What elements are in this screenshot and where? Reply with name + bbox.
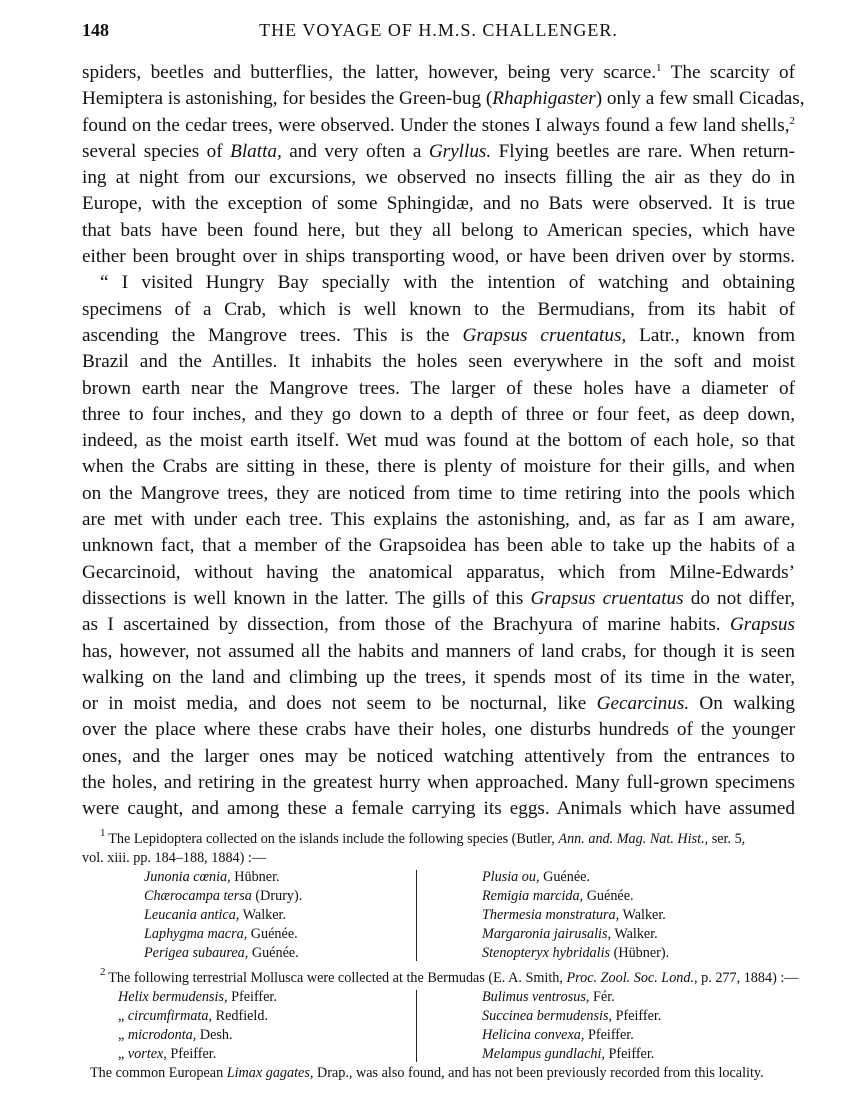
text-run: the holes, and retiring in the greatest hurry when approached. Many full-grown specimens <box>82 772 795 794</box>
text-run: either been brought over in ships transporting wood, or have been driven over by storms. <box>82 246 795 268</box>
column-divider <box>416 990 417 1062</box>
species-entry <box>144 887 302 906</box>
text-run: over the place where these crabs have their holes, one disturbs hundreds of the younger <box>82 719 795 741</box>
text-run: dissections is well known in the latter. The gills of this <box>82 587 531 609</box>
text-run: Pfeiffer. <box>604 1046 655 1062</box>
footnote-intro <box>82 827 795 849</box>
text-run: „ <box>118 1046 128 1062</box>
text-line <box>82 376 795 402</box>
text-run: Pfeiffer. <box>166 1046 217 1062</box>
footnote-ref: 2 <box>100 966 109 978</box>
text-run: Proc. Zool. Soc. Lond., <box>566 970 698 986</box>
text-run: Walker. <box>239 907 287 923</box>
text-line <box>82 533 795 559</box>
text-run: The common European <box>90 1065 227 1081</box>
text-run: several species of <box>82 140 231 162</box>
text-line <box>82 481 795 507</box>
species-entry <box>144 944 302 963</box>
text-line <box>82 349 795 375</box>
text-run: Brazil and the Antilles. It inhabits the holes seen everywhere in the soft and moist <box>82 351 795 373</box>
text-run: The scarcity of <box>661 62 795 83</box>
species-entry <box>482 887 669 906</box>
text-run: Guénée. <box>248 945 299 961</box>
text-run: (Drury). <box>251 888 303 904</box>
species-column-left <box>144 868 302 963</box>
text-line <box>82 323 795 349</box>
text-line <box>82 139 795 165</box>
text-run: Flying beetles are rare. When return- <box>491 140 795 162</box>
text-run: Helix bermudensis, <box>118 989 228 1005</box>
footnote-ref: 1 <box>656 62 662 74</box>
text-run: Remigia marcida, <box>482 888 584 904</box>
text-run: microdonta, <box>127 1027 197 1043</box>
footnote-intro-cont: vol. xiii. pp. 184–188, 1884) :— <box>82 850 267 866</box>
text-run: and very often a <box>281 140 429 162</box>
body-text <box>82 60 805 823</box>
text-run: „ <box>118 1008 128 1024</box>
text-run: Melampus gundlachi, <box>482 1046 605 1062</box>
text-run: Drap., was also found, and has not been previously recorded from this locality. <box>313 1065 764 1081</box>
species-entry <box>118 988 277 1007</box>
text-run: Walker. <box>619 907 666 923</box>
text-run: Guénée. <box>583 888 634 904</box>
species-entry <box>118 1026 277 1045</box>
text-line <box>82 244 795 270</box>
text-line <box>82 218 795 244</box>
species-column-right <box>482 868 669 963</box>
text-run: Blatta, <box>230 140 282 162</box>
species-entry <box>482 1007 661 1026</box>
text-line <box>82 191 795 217</box>
species-entry <box>482 906 669 925</box>
text-run: ing at night from our excursions, we observed no insects filling the air as they do in <box>82 167 795 189</box>
text-run: (Hübner). <box>610 945 670 961</box>
text-line <box>82 586 795 612</box>
text-run: were caught, and among these a female carrying its eggs. Animals which have assumed <box>82 798 795 820</box>
text-line <box>82 297 795 323</box>
text-run: spiders, beetles and butterflies, the latter, however, being very scarce. <box>82 62 657 83</box>
text-run: p. 277, 1884) :— <box>697 970 799 986</box>
text-run: Junonia cœnia, <box>144 869 231 885</box>
text-run: that bats have been found here, but they all belong to American species, which have <box>82 219 795 241</box>
text-run: Redfield. <box>212 1008 269 1024</box>
text-run: Gecarcinus. <box>596 693 690 715</box>
text-run: ser. 5, <box>708 831 746 847</box>
text-run: Fér. <box>589 989 615 1005</box>
footnote-closing <box>82 1064 795 1083</box>
species-entry <box>482 1045 661 1064</box>
text-run: Margaronia jairusalis, <box>482 926 612 942</box>
species-column-left <box>118 988 277 1064</box>
text-run: Chærocampa tersa <box>144 888 252 904</box>
text-run: three to four inches, and they go down to a depth of three or four feet, as deep down, <box>82 403 795 425</box>
text-run: On walking <box>689 693 795 715</box>
text-run: Stenopteryx hybridalis <box>482 945 611 961</box>
text-line <box>82 86 805 112</box>
text-line <box>82 113 795 139</box>
text-run: Gryllus. <box>428 140 492 162</box>
text-run: Hemiptera is astonishing, for besides the Green-bug ( <box>82 88 493 110</box>
species-column-right <box>482 988 661 1064</box>
text-run: Plusia ou, <box>482 869 540 885</box>
text-line <box>82 770 795 796</box>
text-run: The Lepidoptera collected on the islands include the following species (Butler, <box>108 831 559 847</box>
text-run: specimens of a Crab, which is well known to the Bermudians, from its habit of <box>82 298 795 320</box>
text-run: Guénée. <box>247 926 298 942</box>
text-run: Grapsus cruentatus, <box>462 324 627 346</box>
text-line <box>82 560 795 586</box>
text-run: Hübner. <box>230 869 280 885</box>
species-entry <box>482 925 669 944</box>
text-line <box>82 454 795 480</box>
text-run: as I ascertained by dissection, from those of the Brachyura of marine habits. <box>82 614 730 636</box>
text-run: Limax gagates, <box>226 1065 314 1081</box>
text-line <box>82 691 795 717</box>
text-line <box>82 744 795 770</box>
species-entry <box>482 944 669 963</box>
text-run: Grapsus cruentatus <box>530 587 684 609</box>
text-run: Bulimus ventrosus, <box>482 989 590 1005</box>
text-run: Europe, with the exception of some Sphingidæ, and no Bats were observed. It is true <box>82 193 795 215</box>
text-run: are met with under each tree. This explains the astonishing, and, as far as I am aware, <box>82 509 795 531</box>
text-line <box>82 270 795 296</box>
text-run: Desh. <box>196 1027 233 1043</box>
footnote-intro <box>82 966 799 988</box>
text-run: “ I visited Hungry Bay specially with the intention of watching and obtaining <box>100 272 795 294</box>
text-line <box>82 612 795 638</box>
text-run: Latr., known from <box>626 324 796 346</box>
text-run: The following terrestrial Mollusca were collected at the Bermudas (E. A. Smith, <box>108 970 567 986</box>
text-line <box>82 60 795 86</box>
text-line <box>82 665 795 691</box>
text-run: Pfeiffer. <box>227 989 277 1005</box>
text-run: ones, and the larger ones may be noticed watching attentively from the entrances to <box>82 745 795 767</box>
running-title: THE VOYAGE OF H.M.S. CHALLENGER. <box>259 20 618 40</box>
text-run: Succinea bermudensis, <box>482 1008 613 1024</box>
column-divider <box>416 870 417 961</box>
text-run: has, however, not assumed all the habits and manners of land crabs, for though it is seen <box>82 640 795 662</box>
text-line <box>82 402 795 428</box>
text-run: Laphygma macra, <box>144 926 248 942</box>
text-run: ) only a few small Cicadas, <box>595 88 805 110</box>
footnote-2 <box>82 966 799 1083</box>
species-entry <box>144 925 302 944</box>
text-line <box>82 428 795 454</box>
text-run: Helicina convexa, <box>482 1027 585 1043</box>
text-run: Pfeiffer. <box>612 1008 662 1024</box>
text-run: brown earth near the Mangrove trees. The larger of these holes have a diameter of <box>82 377 795 399</box>
text-line <box>82 717 795 743</box>
text-run: „ <box>118 1027 128 1043</box>
text-line <box>82 507 795 533</box>
text-run: vortex, <box>127 1046 167 1062</box>
species-list <box>82 868 795 963</box>
text-run: or in moist media, and does not seem to be nocturnal, like <box>82 693 597 715</box>
text-run: Rhaphigaster <box>492 88 596 110</box>
text-run: Pfeiffer. <box>584 1027 634 1043</box>
text-run: found on the cedar trees, were observed. Under the stones I always found a few land shells, <box>82 114 790 136</box>
running-header <box>82 20 795 46</box>
footnote-ref: 2 <box>789 114 795 127</box>
text-run: unknown fact, that a member of the Grapsoidea has been able to take up the habits of a <box>82 535 795 557</box>
text-run: Thermesia monstratura, <box>482 907 620 923</box>
text-line <box>82 165 795 191</box>
footnote-ref: 1 <box>100 827 109 839</box>
species-entry <box>482 988 661 1007</box>
text-line <box>82 796 795 822</box>
text-run: Ann. and. Mag. Nat. Hist., <box>558 831 709 847</box>
text-run: do not differ, <box>683 587 795 609</box>
text-run: when the Crabs are sitting in these, there is plenty of moisture for their gills, and when <box>82 456 795 478</box>
text-run: Leucania antica, <box>144 907 240 923</box>
species-entry <box>482 1026 661 1045</box>
text-run: walking on the land and climbing up the trees, it spends most of its time in the water, <box>82 666 795 688</box>
footnotes <box>82 827 799 1083</box>
text-run: ascending the Mangrove trees. This is the <box>82 324 463 346</box>
text-run: circumfirmata, <box>127 1008 213 1024</box>
species-entry <box>118 1007 277 1026</box>
species-entry <box>144 868 302 887</box>
text-line <box>82 639 795 665</box>
species-entry <box>482 868 669 887</box>
species-entry <box>144 906 302 925</box>
text-run: on the Mangrove trees, they are noticed from time to time retiring into the pools which <box>82 482 795 504</box>
text-run: Grapsus <box>729 614 795 636</box>
species-entry <box>118 1045 277 1064</box>
species-list <box>82 988 795 1064</box>
text-run: Perigea subaurea, <box>144 945 249 961</box>
page-number: 148 <box>82 20 109 40</box>
footnote-1 <box>82 827 795 963</box>
text-run: indeed, as the moist earth itself. Wet mud was found at the bottom of each hole, so that <box>82 430 795 452</box>
text-run: Gecarcinoid, without having the anatomical apparatus, which from Milne-Edwards’ <box>82 561 795 583</box>
text-run: Guénée. <box>539 869 590 885</box>
text-run: Walker. <box>611 926 658 942</box>
